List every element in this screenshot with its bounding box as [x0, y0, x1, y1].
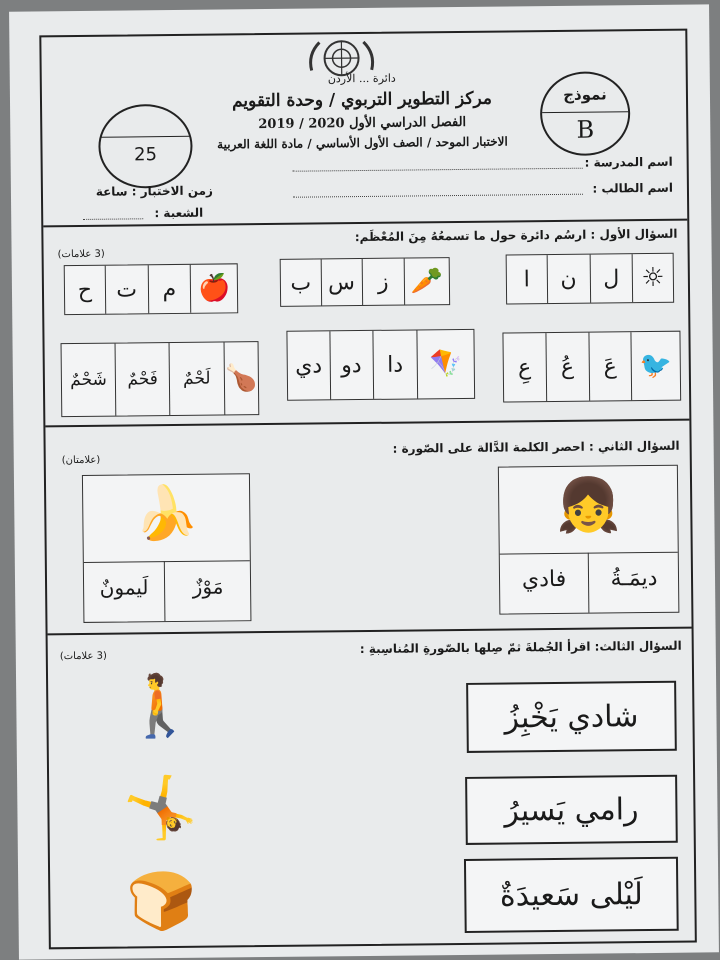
baker-oven-icon[interactable]: 🍞 — [126, 868, 197, 935]
letter-option[interactable]: م — [147, 265, 190, 313]
letter-option[interactable]: ح — [77, 277, 93, 303]
letter-option[interactable]: دي — [295, 352, 323, 379]
q1-item-kite — [286, 329, 475, 401]
q1-item-apple — [64, 263, 239, 315]
letter-option[interactable]: ن — [546, 255, 589, 303]
section-label: الشعبة : — [154, 205, 204, 221]
letter-option[interactable]: عَ — [588, 332, 631, 400]
meat-icon: 🍗 — [223, 342, 258, 414]
letter-option[interactable]: س — [320, 259, 361, 305]
exam-line: الاختبار الموحد / الصف الأول الأساسي / مادة اللغة العربية — [217, 134, 508, 152]
school-field[interactable] — [293, 168, 583, 172]
letter-option[interactable]: دا — [372, 330, 417, 398]
q2-item-girl — [498, 465, 680, 615]
q2-item-banana — [82, 473, 252, 623]
letter-option[interactable]: عِ — [517, 354, 532, 380]
q2-title: السؤال الثاني : احصر الكلمة الدَّالة على الصّورة : — [392, 438, 680, 456]
divider-2 — [45, 419, 689, 428]
bird-icon: 🐦 — [631, 332, 680, 401]
kite-icon: 🪁 — [417, 330, 474, 399]
q1-marks: (3 علامات) — [57, 248, 105, 261]
word-option[interactable]: فَحْمٌ — [115, 343, 170, 416]
letter-option[interactable]: عُ — [545, 333, 588, 401]
letter-option[interactable]: ب — [290, 270, 312, 296]
word-option[interactable]: فادي — [521, 566, 567, 593]
swinging-girl-icon[interactable]: 🤸 — [122, 772, 199, 844]
student-label: اسم الطالب : — [592, 180, 674, 196]
word-option[interactable]: مَوْزٌ — [192, 574, 224, 599]
word-option[interactable]: لَيمونٌ — [99, 575, 149, 600]
letter-option[interactable]: ل — [589, 254, 632, 302]
q1-item-carrot — [280, 257, 450, 307]
q1-item-sun — [506, 253, 675, 305]
letter-option[interactable]: ت — [104, 265, 147, 313]
department-line: دائرة ... الأردن — [327, 71, 396, 86]
q1-item-bird — [502, 331, 681, 403]
divider-1 — [43, 219, 687, 228]
word-option[interactable]: ديمَـةُ — [610, 565, 658, 592]
divider-3 — [48, 627, 692, 636]
time-label: زمن الاختبار : ساعة — [95, 183, 214, 199]
girl-icon: 👧 — [555, 475, 621, 536]
sun-icon: ☼ — [632, 254, 673, 302]
walking-boy-icon[interactable]: 🚶 — [121, 670, 198, 742]
letter-option[interactable]: دو — [329, 331, 372, 399]
banana-icon: 🍌 — [133, 483, 200, 545]
q3-title: السؤال الثالث: اقرأ الجُملةَ ثمّ صِلها بالصّورةِ المُناسِبةِ : — [359, 638, 682, 657]
q2-marks: (علامتان) — [61, 454, 101, 467]
total-marks-circle — [98, 104, 193, 189]
center-title: مركز التطوير التربوي / وحدة التقويم — [231, 88, 493, 112]
total-marks-value: 25 — [133, 144, 158, 166]
section-field[interactable] — [83, 218, 143, 220]
model-circle — [540, 71, 631, 156]
apple-icon: 🍎 — [190, 264, 237, 312]
semester-line: الفصل الدراسي الأول 2020 / 2019 — [258, 114, 467, 133]
q1-title: السؤال الأول : ارسُم دائرة حول ما تسمعُهُ مِنَ المُعْظَم: — [354, 226, 678, 245]
model-letter: B — [576, 115, 595, 144]
page-frame — [39, 29, 697, 950]
sentence-box[interactable]: شادي يَخْبِزُ — [466, 681, 677, 753]
word-option[interactable]: شَحْمٌ — [70, 369, 107, 391]
student-field[interactable] — [293, 194, 583, 198]
carrot-icon: 🥕 — [404, 258, 449, 304]
exam-paper — [9, 4, 719, 959]
letter-option[interactable]: ز — [361, 259, 404, 305]
letter-option[interactable]: ا — [523, 266, 530, 292]
sentence-box[interactable]: لَيْلى سَعيدَةٌ — [464, 857, 679, 933]
sentence-box[interactable]: رامي يَسيرُ — [465, 775, 678, 845]
q1-item-meat — [61, 341, 260, 417]
model-label: نموذج — [563, 85, 607, 104]
q3-marks: (3 علامات) — [59, 650, 107, 663]
school-label: اسم المدرسة : — [584, 154, 673, 170]
word-option[interactable]: لَحْمٌ — [169, 342, 224, 415]
